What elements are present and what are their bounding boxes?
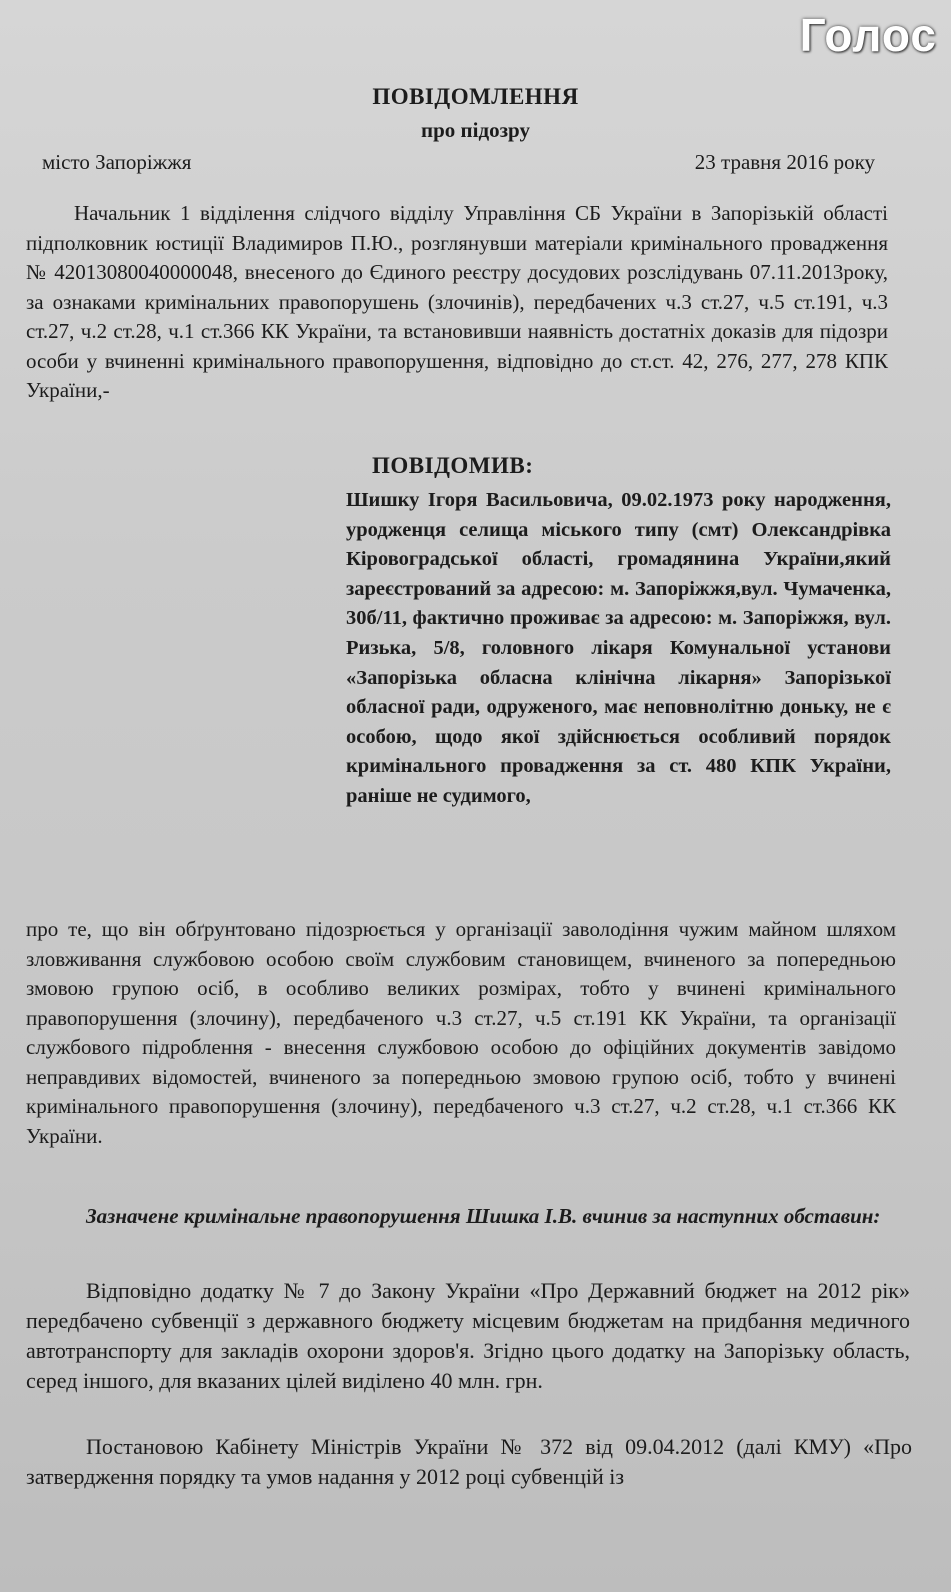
resolution-paragraph: Постановою Кабінету Міністрів України № 372 від 09.04.2012 (далі КМУ) «Про затвердження порядку та умов надання у 2012 році субвенцій із	[26, 1434, 912, 1489]
document-date: 23 травня 2016 року	[694, 150, 875, 174]
suspect-details: Шишку Ігоря Васильовича, 09.02.1973 року народження, уродженця селища міського типу (смт) Олександрівка Кіровоградської області, громадянина України,який зареєстрований за адресою: м. Запоріжжя,вул. Чумаченка, 30б/11, фактично проживає за адресою: м. Запоріжжя, вул. Ризька, 5/8, головного лікаря Комунальної установи «Запорізька обласна клінічна лікарня» Запорізької обласної ради, одруженого, має неповнолітню доньку, не є особою, щодо якої здійснюється особливий порядок кримінального провадження за ст. 480 КПК України, раніше не судимого,	[346, 489, 891, 807]
suspicion-paragraph: про те, що він обґрунтовано підозрюється у організації заволодіння чужим майном шляхом зловживання службовою особою своїм службовим становищем, вчиненого за попередньою змовою групою осіб, в особливо великих розмірах, тобто у вчинені кримінального правопорушення (злочину), передбаченого ч.3 ст.27, ч.5 ст.191 КК України, та організації службового підроблення - внесення службовою особою до офіційних документів завідомо неправдивих відомостей, вчиненого за попередньою змовою групою осіб, тобто у вчинені кримінального правопорушення (злочину), передбаченого ч.3 ст.27, ч.2 ст.28, ч.1 ст.366 КК України.	[26, 917, 896, 1148]
document-place: місто Запоріжжя	[42, 150, 192, 174]
notified-heading: ПОВІДОМИВ:	[372, 453, 534, 478]
budget-paragraph: Відповідно додатку № 7 до Закону України «Про Державний бюджет на 2012 рік» передбачено субвенції з державного бюджету місцевим бюджетам на придбання медичного автотранспорту для закладів охорони здоров'я. Згідно цього додатку на Запорізьку область, серед іншого, для вказаних цілей виділено 40 млн. грн.	[26, 1278, 910, 1393]
intro-paragraph: Начальник 1 відділення слідчого відділу Управління СБ України в Запорізькій області підполковник юстиції Владимиров П.Ю., розглянувши матеріали кримінального провадження № 42013080040000048, внесеного до Єдиного реєстру досудових розслідувань 07.11.2013року, за ознаками кримінальних правопорушень (злочинів), передбачених ч.3 ст.27, ч.5 ст.191, ч.3 ст.27, ч.2 ст.28, ч.1 ст.366 КК України, та встановивши наявність достатніх доказів для підозри особи у вчиненні кримінального правопорушення, відповідно до ст.ст. 42, 276, 277, 278 КПК України,-	[26, 201, 888, 402]
document-subtitle: про підозру	[421, 118, 530, 142]
watermark-logo: Голос	[799, 9, 937, 61]
document-title: ПОВІДОМЛЕННЯ	[372, 84, 579, 109]
circumstances-heading: Зазначене кримінальне правопорушення Шишка І.В. вчинив за наступних обставин:	[86, 1204, 881, 1228]
